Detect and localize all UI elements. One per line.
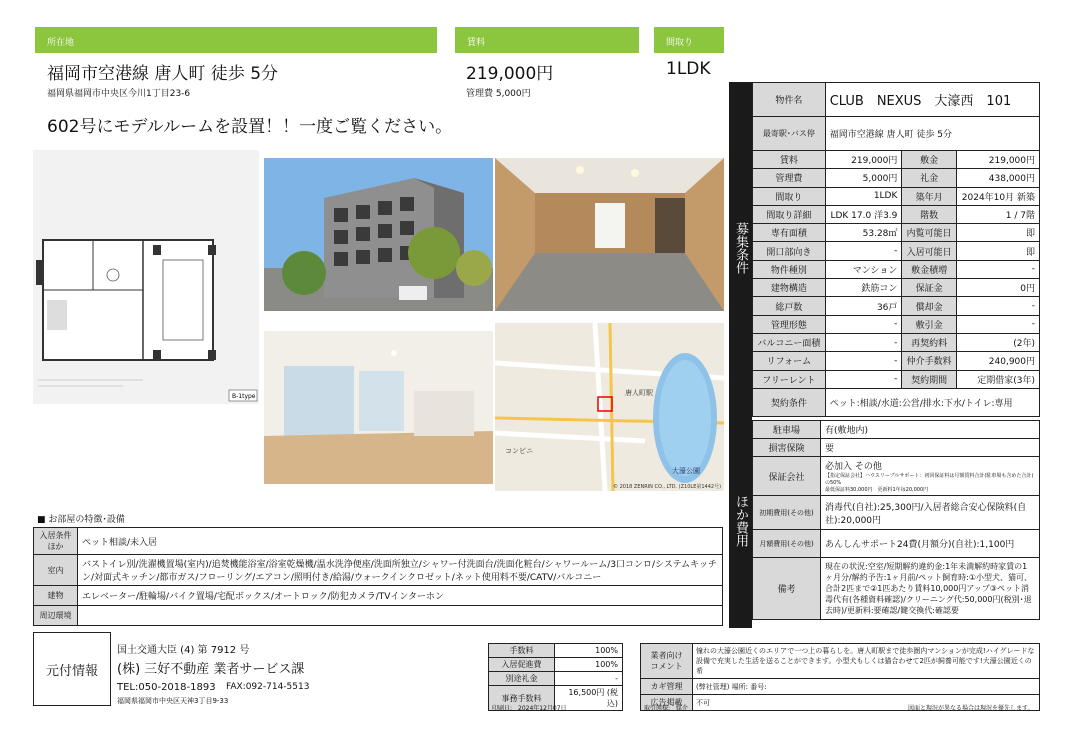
spec-label: 間取り — [753, 187, 826, 205]
spec-label: 建物構造 — [753, 279, 826, 297]
spec-value: 219,000円 — [825, 151, 902, 169]
rent-label: 賃料 — [467, 38, 486, 48]
feature-value: エレベーター/駐輪場/バイク置場/宅配ボックス/オートロック/防犯カメラ/TVインターホン — [78, 586, 723, 606]
spec-label: 開口部向き — [753, 242, 826, 260]
other-cost-table — [752, 420, 1040, 620]
spec-value: - — [825, 333, 902, 351]
fee-row — [489, 644, 623, 658]
interior-photo-1 — [495, 158, 724, 311]
parking-label: 駐車場 — [753, 421, 821, 439]
spec-label: 築年月 — [902, 187, 957, 205]
station-label: 最寄駅･バス停 — [753, 117, 826, 151]
spec-label: リフォーム — [753, 352, 826, 370]
parking: 有(敷地内) — [821, 421, 1040, 439]
agent-label-text: 元付情報 — [45, 663, 98, 679]
spec-row — [753, 151, 1040, 169]
license: 国土交通大臣 (4) 第 7912 号 — [117, 645, 250, 656]
spec-value: - — [825, 352, 902, 370]
spec-value: 53.28㎡ — [825, 224, 902, 242]
spec-value: - — [956, 315, 1039, 333]
fee-label: 手数料 — [489, 644, 555, 658]
fee-label: 事務手数料 — [489, 686, 555, 711]
interior-photo-2 — [264, 331, 493, 484]
feature-row — [34, 528, 723, 555]
remarks: 現在の状況:空室/短期解約違約金:1年未満解約時家賃の1ヶ月分/解約予告:1ヶ月前/ペット飼育時:①小型犬、猫可、合計2匹まで②1匹あたり賃料10,000円アップ③ペット消毒代有(各種資料確認)/クリーニング代:50,000円(税別･退去時)/更新料:要確認/鍵交換代:確認要 — [821, 558, 1040, 620]
recruit-tab-label: 募集条件 — [733, 222, 748, 274]
fee-value: 16,500円 (税込) — [555, 686, 623, 711]
spec-label: 敷金 — [902, 151, 957, 169]
spec-label: 礼金 — [902, 169, 957, 187]
guarantor-label: 保証会社 — [753, 457, 821, 496]
feature-value: バストイレ別/洗濯機置場(室内)/追焚機能浴室/浴室乾燥機/温水洗浄便座/洗面所独立/シャワー付洗面台/洗面化粧台/シャワールーム/3口コンロ/システムキッチン/対面式キッチン/都市ガス/フローリング/エアコン/照明付き/給湯/ウォークインクロゼット/ネット使用料不要/CATV/バルコニー — [78, 555, 723, 586]
address: 福岡県福岡市中央区今川1丁目23-6 — [47, 89, 191, 99]
spec-value: - — [825, 315, 902, 333]
spec-label: フリーレント — [753, 370, 826, 388]
other-cost-tab-label: ほか費用 — [733, 495, 748, 547]
spec-value: (2年) — [956, 333, 1039, 351]
spec-label: バルコニー面積 — [753, 333, 826, 351]
spec-label: 入居可能日 — [902, 242, 957, 260]
feature-value: ペット相談/未入居 — [78, 528, 723, 555]
name-label: 物件名 — [753, 83, 826, 117]
station: 福岡市空港線 唐人町 徒歩 5分 — [825, 117, 1039, 151]
fee-table — [488, 643, 623, 711]
spec-row — [753, 187, 1040, 205]
spec-value: - — [825, 242, 902, 260]
spec-label: 保証金 — [902, 279, 957, 297]
spec-label: 物件種別 — [753, 260, 826, 278]
map-label-park: 大濠公園 — [672, 467, 700, 475]
layout-header — [654, 27, 724, 53]
fee-row — [489, 658, 623, 672]
spec-row — [753, 205, 1040, 223]
agent-label — [33, 632, 111, 706]
management-fee: 管理費 5,000円 — [466, 89, 531, 99]
agent-comment: 憧れの大濠公園近くのエリアで一つ上の暮らしを。唐人町駅まで徒歩圏内マンションが完成!ハイグレードな設備で充実した生活を送ることができます。小型犬もしくは猫合わせて2匹が飼養可能です!大濠公園近くの希 — [693, 644, 1040, 679]
fee-label: 入居促進費 — [489, 658, 555, 672]
spec-value: 36戸 — [825, 297, 902, 315]
spec-table — [752, 82, 1040, 417]
spec-row — [753, 297, 1040, 315]
spec-value: 即 — [956, 224, 1039, 242]
spec-row — [753, 333, 1040, 351]
property-name: CLUB NEXUS 大濠西 101 — [825, 83, 1039, 117]
company-tel: TEL:050-2018-1893 — [117, 682, 216, 693]
feature-value — [78, 606, 723, 626]
spec-label: 仲介手数料 — [902, 352, 957, 370]
contract-terms: ペット:相談/水道:公営/排水:下水/トイレ:専用 — [825, 388, 1039, 416]
map-credit: © 2018 ZENRIN CO., LTD. (Z10LE第1442号) — [613, 484, 722, 490]
spec-value: 0円 — [956, 279, 1039, 297]
layout-value: 1LDK — [666, 59, 711, 79]
key-management: (弊社管理) 場所: 番号: — [693, 679, 1040, 695]
spec-label: 管理形態 — [753, 315, 826, 333]
spec-label: 償却金 — [902, 297, 957, 315]
spec-value: 240,900円 — [956, 352, 1039, 370]
map — [495, 323, 724, 491]
layout-label: 間取り — [666, 38, 694, 48]
spec-value: LDK 17.0 洋3.9 — [825, 205, 902, 223]
spec-label: 契約期間 — [902, 370, 957, 388]
location-header — [35, 27, 437, 53]
guarantor-note-2: 最低保証料30,000円 更新料1年毎20,000円 — [825, 487, 929, 493]
fee-value: 100% — [555, 644, 623, 658]
monthly-cost-label: 月額費用(その他) — [753, 530, 821, 558]
floor-plan — [33, 150, 259, 404]
spec-label: 敷金積増 — [902, 260, 957, 278]
spec-value: 鉄筋コン — [825, 279, 902, 297]
fee-value: - — [555, 672, 623, 686]
spec-label: 再契約料 — [902, 333, 957, 351]
location-value: 福岡市空港線 唐人町 徒歩 5分 — [47, 64, 279, 84]
guarantor-note-1: 【指定保証会社】ハウスリーブルサポート：初回保証料は月額賃料合計(駐車場も含めた合計)の50% — [825, 473, 1034, 486]
fee-value: 100% — [555, 658, 623, 672]
floor-plan-type: B-1type — [232, 393, 256, 400]
guarantor: 必加入 その他 — [825, 462, 882, 472]
feature-label: 周辺環境 — [34, 606, 78, 626]
headline: 602号にモデルルームを設置！！一度ご覧ください。 — [47, 117, 453, 137]
spec-value: 219,000円 — [956, 151, 1039, 169]
rent-value: 219,000円 — [466, 64, 554, 84]
map-label-store: コンビニ — [505, 447, 533, 455]
spec-value: - — [956, 297, 1039, 315]
feature-row — [34, 606, 723, 626]
spec-value: 定期借家(3年) — [956, 370, 1039, 388]
spec-row — [753, 315, 1040, 333]
location-label: 所在地 — [47, 38, 75, 48]
spec-value: 1 / 7階 — [956, 205, 1039, 223]
spec-value: 1LDK — [825, 187, 902, 205]
spec-row — [753, 352, 1040, 370]
spec-label: 階数 — [902, 205, 957, 223]
agent-comment-table — [640, 643, 1040, 711]
insurance-label: 損害保険 — [753, 439, 821, 457]
key-label: カギ管理 — [641, 679, 693, 695]
spec-label: 管理費 — [753, 169, 826, 187]
print-date: 印刷日: 2024年12月07日 — [492, 705, 567, 712]
spec-value: - — [956, 260, 1039, 278]
feature-label: 建物 — [34, 586, 78, 606]
feature-row — [34, 555, 723, 586]
floor-plan-drawing — [33, 150, 259, 404]
spec-label: 総戸数 — [753, 297, 826, 315]
contract-label: 契約条件 — [753, 388, 826, 416]
feature-row — [34, 586, 723, 606]
map-label-station: 唐人町駅 — [625, 389, 653, 397]
spec-label: 専有面積 — [753, 224, 826, 242]
spec-value: 即 — [956, 242, 1039, 260]
initial-cost-label: 初期費用(その他) — [753, 496, 821, 530]
comment-label: 業者向け コメント — [641, 644, 693, 679]
spec-label: 賃料 — [753, 151, 826, 169]
features-table — [33, 527, 723, 626]
other-cost-tab — [729, 420, 752, 628]
spec-value: 5,000円 — [825, 169, 902, 187]
spec-row — [753, 260, 1040, 278]
fee-row — [489, 672, 623, 686]
company-name: (株) 三好不動産 業者サービス課 — [117, 662, 305, 677]
spec-row — [753, 279, 1040, 297]
disclaimer: 図面と現況が異なる場合は現況を優先します。 — [908, 705, 1034, 712]
company-fax: FAX:092-714-5513 — [226, 682, 310, 692]
spec-label: 間取り詳細 — [753, 205, 826, 223]
company-address: 福岡県福岡市中央区天神3丁目9-33 — [117, 697, 229, 705]
spec-value: 438,000円 — [956, 169, 1039, 187]
ad-status: 不可 — [693, 695, 1040, 711]
feature-label: 入居条件ほか — [34, 528, 78, 555]
spec-label: 内覧可能日 — [902, 224, 957, 242]
ad-label: 広告掲載 — [641, 695, 693, 711]
spec-value: マンション — [825, 260, 902, 278]
spec-row — [753, 242, 1040, 260]
spec-value: 2024年10月 新築 — [956, 187, 1039, 205]
features-title: ■ お部屋の特徴･設備 — [37, 515, 125, 525]
spec-row — [753, 370, 1040, 388]
spec-label: 敷引金 — [902, 315, 957, 333]
spec-value: - — [825, 370, 902, 388]
exterior-photo — [264, 158, 493, 311]
initial-cost: 消毒代(自社):25,300円/入居者総合安心保険料(自社):20,000円 — [821, 496, 1040, 530]
recruit-tab — [729, 82, 752, 420]
rent-header — [455, 27, 639, 53]
monthly-cost: あんしんサポート24費(月額分)(自社):1,100円 — [821, 530, 1040, 558]
transaction-type: 取引態様: 媒介 — [644, 705, 689, 712]
spec-row — [753, 224, 1040, 242]
fee-label: 別途礼金 — [489, 672, 555, 686]
spec-row — [753, 169, 1040, 187]
remarks-label: 備考 — [753, 558, 821, 620]
insurance: 要 — [821, 439, 1040, 457]
feature-label: 室内 — [34, 555, 78, 586]
